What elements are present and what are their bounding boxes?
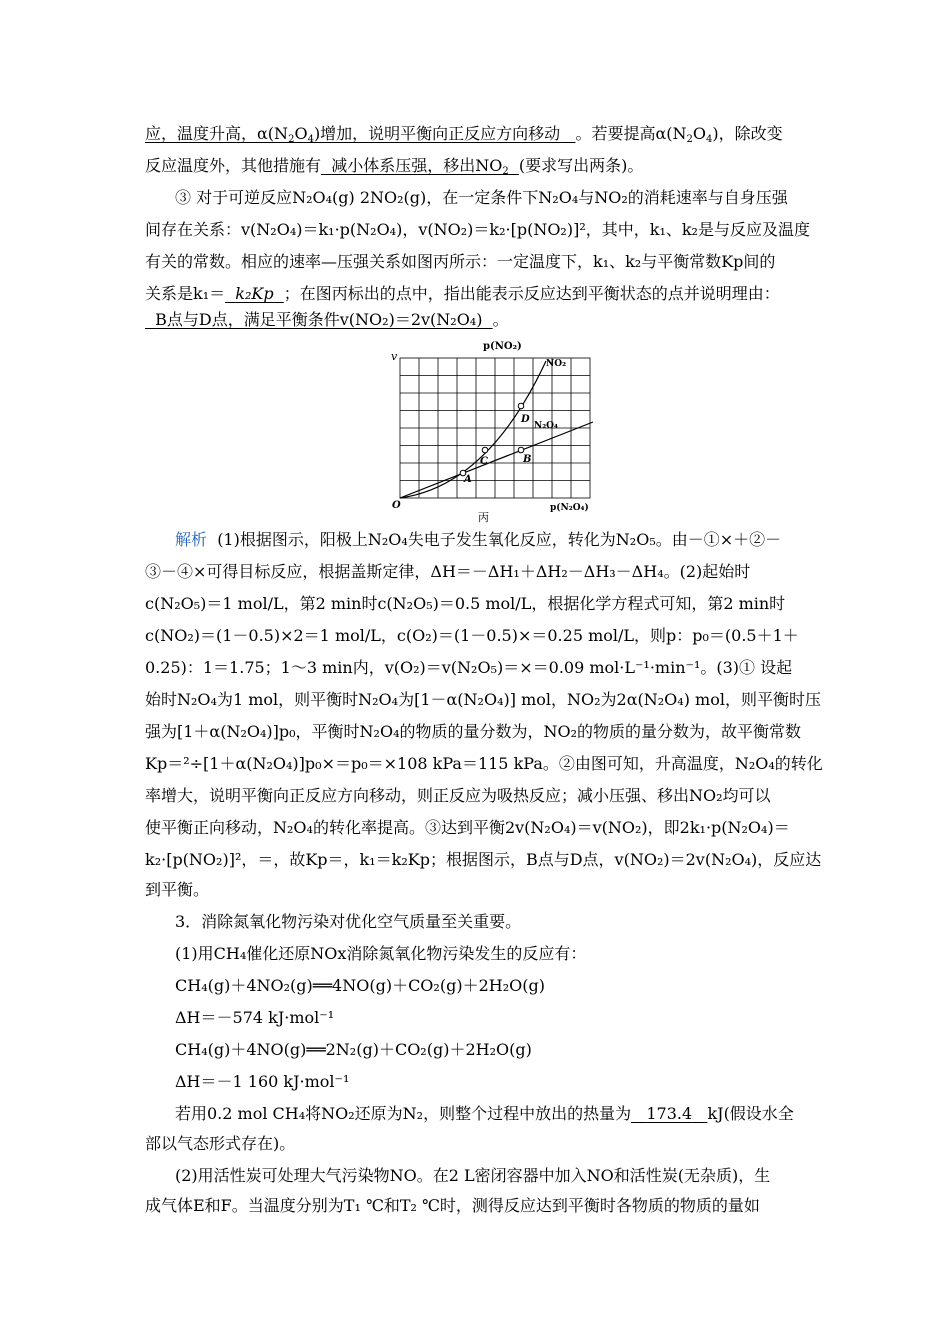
text-line: 关系是k₁＝ k₂Kp ；在图丙标出的点中，指出能表示反应达到平衡状态的点并说明理由：	[145, 284, 780, 303]
equation: CH₄(g)＋4NO₂(g)══4NO(g)＋CO₂(g)＋2H₂O(g)	[175, 976, 545, 995]
analysis-line: c(N₂O₅)＝1 mol/L，第2 min时c(N₂O₅)＝0.5 mol/L，根据化学方程式可知，第2 min时	[145, 594, 786, 613]
answer-blank: 173.4	[646, 1104, 693, 1123]
enthalpy: ΔH＝－1 160 kJ·mol⁻¹	[175, 1072, 350, 1091]
text-line: B点与D点，满足平衡条件v(NO₂)＝2v(N₂O₄) 。	[155, 310, 509, 329]
analysis-line: 率增大，说明平衡向正反应方向移动，则正反应为吸热反应；减小压强、移出NO₂均可以	[145, 786, 771, 805]
point-c-label: C	[480, 456, 488, 467]
point-a-label: A	[464, 474, 472, 485]
text-line: (1)用CH₄催化还原NOx消除氮氧化物污染发生的反应有：	[175, 944, 587, 963]
point-b	[518, 447, 524, 453]
grid	[400, 358, 590, 498]
n2o4-line-label: N₂O₄	[534, 421, 558, 431]
analysis-line: 始时N₂O₄为1 mol，则平衡时N₂O₄为[1－α(N₂O₄)] mol，NO₂为2α(N₂O₄) mol，则平衡时压	[145, 690, 821, 709]
text-line: ③ 对于可逆反应N₂O₄(g) 2NO₂(g)，在一定条件下N₂O₄与NO₂的消耗速率与自身压强	[175, 188, 788, 207]
text-line: 若用0.2 mol CH₄将NO₂还原为N₂，则整个过程中放出的热量为 173.4 kJ(假设水全	[175, 1104, 794, 1123]
text-line: 有关的常数。相应的速率—压强关系如图丙所示：一定温度下，k₁、k₂与平衡常数Kp间的	[145, 252, 776, 271]
analysis-tag: 解析	[175, 530, 208, 549]
rate-pressure-figure	[378, 336, 618, 526]
no2-curve-label: NO₂	[546, 359, 567, 369]
text-line: 部以气态形式存在)。	[145, 1134, 296, 1153]
text-line: 成气体E和F。当温度分别为T₁ ℃和T₂ ℃时，测得反应达到平衡时各物质的物质的量如	[145, 1196, 760, 1215]
x-axis-label: p(N₂O₄)	[550, 503, 589, 513]
point-d-label: D	[521, 414, 530, 425]
question-title: 3．消除氮氧化物污染对优化空气质量至关重要。	[175, 912, 522, 931]
analysis-line: 解析 (1)根据图示，阳极上N₂O₄失电子发生氧化反应，转化为N₂O₅。由－①×＋②－	[175, 530, 782, 549]
analysis-line: 到平衡。	[145, 880, 210, 899]
n2o4-line	[400, 422, 593, 498]
point-d	[518, 403, 524, 409]
no2-curve	[400, 361, 546, 498]
analysis-line: 强为[1＋α(N₂O₄)]p₀，平衡时N₂O₄的物质的量分数为，NO₂的物质的量分数为，故平衡常数	[145, 722, 802, 741]
text-line: 应，温度升高，$\alpha(N_2O_4)$增加，说明平衡向正反应方向移动 。若要提高$\alpha(N_2O_4)$，除改变	[145, 124, 783, 145]
text-line: (2)用活性炭可处理大气污染物NO。在2 L密闭容器中加入NO和活性炭(无杂质)，生	[175, 1166, 771, 1185]
top-axis-label: p(NO₂)	[483, 341, 522, 352]
equation: CH₄(g)＋4NO(g)══2N₂(g)＋CO₂(g)＋2H₂O(g)	[175, 1040, 532, 1059]
origin-label: O	[392, 500, 401, 511]
y-axis-label: v	[391, 350, 398, 363]
analysis-line: k₂·[p(NO₂)]²，＝，故Kp＝，k₁＝k₂Kp；根据图示，B点与D点，v(NO₂)＝2v(N₂O₄)，反应达	[145, 850, 822, 869]
text-line: 反应温度外，其他措施有 减小体系压强，移出$NO_2$ (要求写出两条)。	[145, 156, 644, 177]
analysis-line: ③－④×可得目标反应，根据盖斯定律，ΔH＝－ΔH₁＋ΔH₂－ΔH₃－ΔH₄。(2)起始时	[145, 562, 751, 581]
point-b-label: B	[523, 454, 532, 465]
analysis-line: c(NO₂)＝(1－0.5)×2＝1 mol/L，c(O₂)＝(1－0.5)×＝0.25 mol/L，则p：p₀＝(0.5＋1＋	[145, 626, 799, 645]
analysis-line: Kp＝²÷[1＋α(N₂O₄)]p₀×＝p₀＝×108 kPa＝115 kPa。②由图可知，升高温度，N₂O₄的转化	[145, 754, 823, 773]
text-line: 间存在关系：v(N₂O₄)＝k₁·p(N₂O₄)，v(NO₂)＝k₂·[p(NO₂)]²，其中，k₁、k₂是与反应及温度	[145, 220, 810, 239]
analysis-line: 0.25)：1＝1.75；1～3 min内，v(O₂)＝v(N₂O₅)＝×＝0.09 mol·L⁻¹·min⁻¹。(3)① 设起	[145, 658, 793, 677]
analysis-line: 使平衡正向移动，N₂O₄的转化率提高。③达到平衡2v(N₂O₄)＝v(NO₂)，即2k₁·p(N₂O₄)＝	[145, 818, 790, 837]
figure-caption: 丙	[478, 511, 489, 524]
enthalpy: ΔH＝－574 kJ·mol⁻¹	[175, 1008, 335, 1027]
point-c	[482, 447, 488, 453]
